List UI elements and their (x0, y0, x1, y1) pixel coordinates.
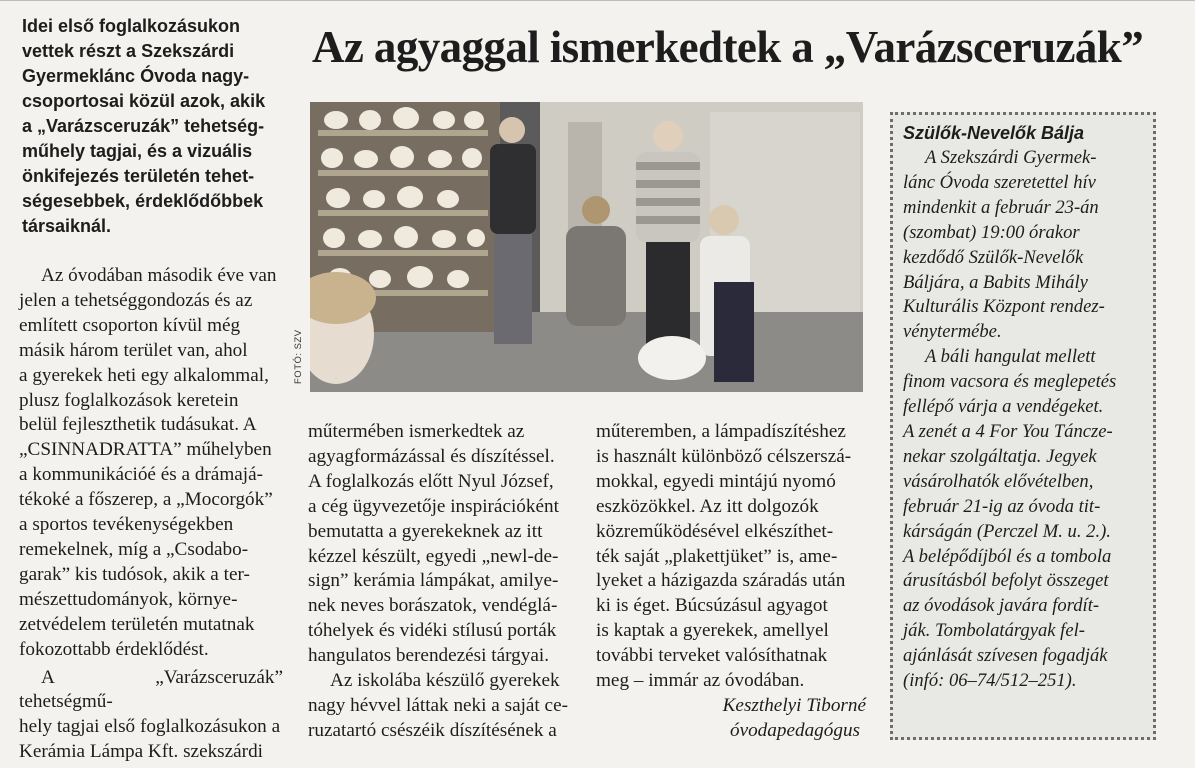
article-column-3 (596, 420, 866, 744)
event-paragraph-1: A Szekszárdi Gyermek- lánc Óvoda szeretettel hív mindenkit a február 23-án (szombat) 19:00 órakor kezdődő Szülők-Nevelők Báljára, a Babits Mihály Kulturális Központ rendez- vénytermébe. (903, 147, 1105, 343)
lead-line: Idei első foglalkozásukon (22, 16, 241, 36)
author-name: Keszthelyi Tiborné (722, 694, 866, 716)
article-lead (22, 14, 290, 239)
author-role: óvodapedagógus (729, 719, 860, 741)
lead-line: csoportosai közül azok, akik (22, 91, 266, 111)
page-top-rule (0, 0, 1195, 5)
lead-line: Gyermeklánc Óvoda nagy- (22, 66, 250, 86)
author-signature (596, 694, 866, 744)
paragraph-continued-2: műteremben, a lámpadíszítéshez is használt különböző célszerszá- mokkal, egyedi mintájú nyomó eszközökkel. Az itt dolgozók közreműködésével elkészíthet- ték saját „plakettjüket” is, ame- lyeket a házigazda száradás után ki is éget. Búcsúzásul agyagot is kaptak a gyerekek, amellyel további terveket valósíthatnak meg – immár az óvodában. (596, 421, 852, 692)
lead-line: önkifejezés területén tehet- (22, 166, 255, 186)
event-paragraph-2: A báli hangulat mellett finom vacsora és meglepetés fellépő várja a vendégeket. A zenét a 4 For You Táncze- nekar szolgáltatja. Jegyek vásárolhatók elővételben, február 21-ig az óvoda tit- kárságán (Perczel M. u. 2.). A belépődíjból és a tombola árusításból befolyt összeget az óvodások javára fordít- ják. Tombolatárgyak fel- ajánlását szívesen fogadják (infó: 06–74/512–251). (903, 346, 1117, 692)
article-column-2 (308, 420, 576, 744)
paragraph-1: Az óvodában második éve van jelen a tehetséggondozás és az említett csoporton kívül még másik három terület van, ahol a gyerekek heti egy alkalommal, plusz foglalkozások keretein belül fejleszthetik tudásukat. A „CSINNADRATTA” műhelyben a kommunikációé és a drámajá- tékoké a főszerep, a „Mocorgók” a sportos tevékenységekben remekelnek, míg a „Csodabo- garak” kis tudósok, akik a ter- mészettudományok, környe- zetvédelem területén mutatnak fokozottabb érdeklődést. (19, 265, 277, 660)
lead-line: műhely tagjai, és a vizuális (22, 141, 253, 161)
paragraph-2: A „Varázsceruzák” tehetségmű- hely tagjai első foglalkozásukon a Kerámia Lámpa Kft. szekszárdi (19, 666, 283, 763)
lead-line: a „Varázsceruzák” tehetség- (22, 116, 265, 136)
event-sidebar-box (890, 112, 1156, 740)
photo-illustration (310, 102, 863, 392)
classroom-photo (310, 102, 863, 392)
article-column-1 (19, 264, 283, 765)
lead-line: vettek részt a Szekszárdi (22, 41, 235, 61)
paragraph-3: Az iskolába készülő gyerekek nagy hévvel láttak neki a saját ce- ruzatartó csészéik díszítésének a (308, 670, 568, 741)
article-title: Az agyaggal ismerkedtek a „Varázsceruzák” (312, 22, 1144, 72)
event-sidebar-text (903, 121, 1139, 694)
paragraph-continued: műtermében ismerkedtek az agyagformázással és díszítéssel. A foglalkozás előtt Nyul József, a cég ügyvezetője inspirációként bemutatta a gyerekeknek az itt kézzel készült, egyedi „newl-de- sign” kerámia lámpákat, amilye- nek neves borászatok, vendéglá- tóhelyek és vidéki stílusú porták hangulatos berendezési tárgyai. (308, 421, 559, 667)
lead-line: ségesebbek, érdeklődőbbek (22, 191, 264, 211)
event-title: Szülők-Nevelők Bálja (903, 123, 1085, 143)
lead-line: társaiknál. (22, 216, 112, 236)
photo-credit: FOTÓ: SZV (293, 329, 304, 384)
